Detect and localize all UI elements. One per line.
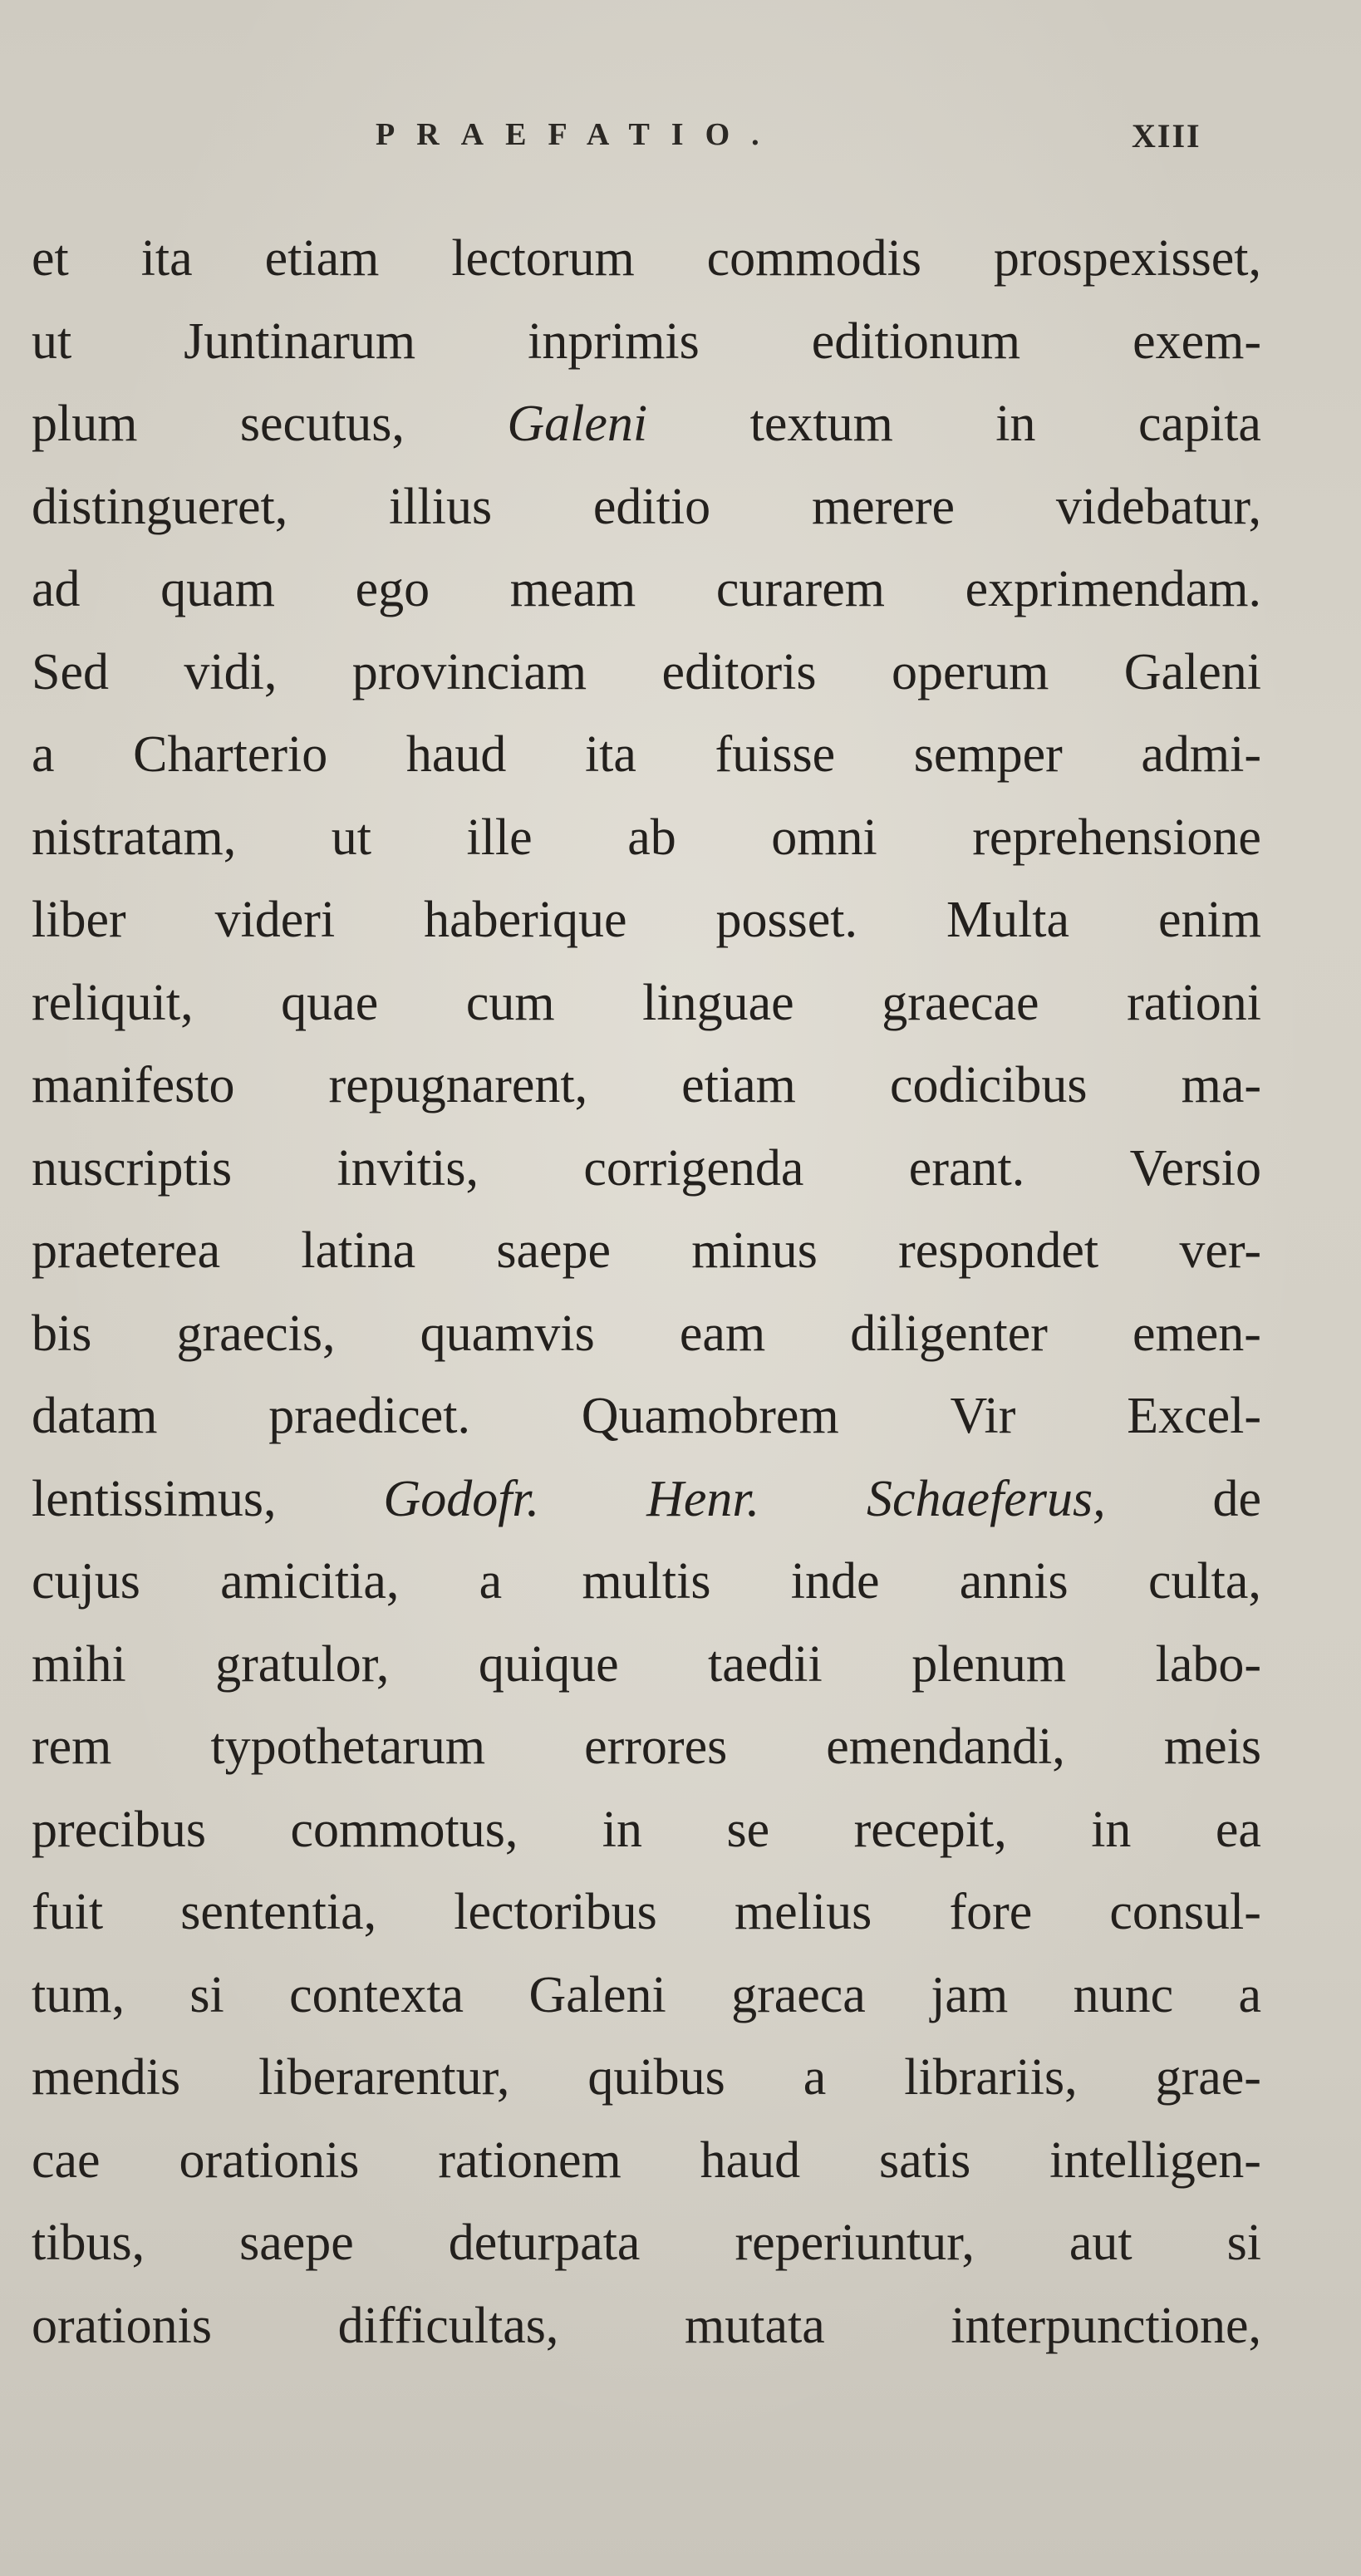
text-line: mihi gratulor, quique taedii plenum labo- [32, 1635, 1261, 1693]
text-line: rem typothetarum errores emendandi, meis [32, 1718, 1261, 1775]
text-line: precibus commotus, in se recepit, in ea [32, 1801, 1261, 1858]
text-line: plum secutus, Galeni textum in capita [32, 396, 1261, 452]
text-line: a Charterio haud ita fuisse semper admi- [32, 726, 1261, 783]
running-head [0, 116, 1361, 175]
text-line: reliquit, quae cum linguae graecae rationi [32, 974, 1261, 1031]
text-line: liber videri haberique posset. Multa enim [32, 892, 1261, 948]
text-line: manifesto repugnarent, etiam codicibus ma- [32, 1057, 1261, 1113]
page-number: XIII [1132, 117, 1201, 155]
text-line: ut Juntinarum inprimis editionum exem- [32, 312, 1261, 370]
text-line: nuscriptis invitis, corrigenda erant. Versio [32, 1139, 1261, 1197]
text-line: praeterea latina saepe minus respondet ver- [32, 1222, 1261, 1279]
text-line: bis graecis, quamvis eam diligenter emen- [32, 1305, 1261, 1362]
text-line: orationis difficultas, mutata interpunctione, [32, 2297, 1261, 2354]
text-line: tum, si contexta Galeni graeca jam nunc a [32, 1966, 1261, 2023]
body-text [32, 218, 1261, 2367]
text-line: ad quam ego meam curarem exprimendam. [32, 561, 1261, 617]
text-line: mendis liberarentur, quibus a librariis, grae- [32, 2049, 1261, 2106]
running-head-title: PRAEFATIO. [376, 117, 781, 152]
text-line: tibus, saepe deturpata reperiuntur, aut si [32, 2215, 1261, 2271]
text-line: lentissimus, Godofr. Henr. Schaeferus, de [32, 1470, 1261, 1527]
text-line: distingueret, illius editio merere videbatur, [32, 478, 1261, 535]
text-line: datam praedicet. Quamobrem Vir Excel- [32, 1388, 1261, 1444]
text-line: et ita etiam lectorum commodis prospexisset, [32, 230, 1261, 287]
text-line: Sed vidi, provinciam editoris operum Galeni [32, 643, 1261, 701]
text-line: cujus amicitia, a multis inde annis culta, [32, 1553, 1261, 1610]
text-line: fuit sententia, lectoribus melius fore consul- [32, 1884, 1261, 1940]
text-line: nistratam, ut ille ab omni reprehensione [32, 809, 1261, 866]
text-line: cae orationis rationem haud satis intelligen- [32, 2131, 1261, 2189]
